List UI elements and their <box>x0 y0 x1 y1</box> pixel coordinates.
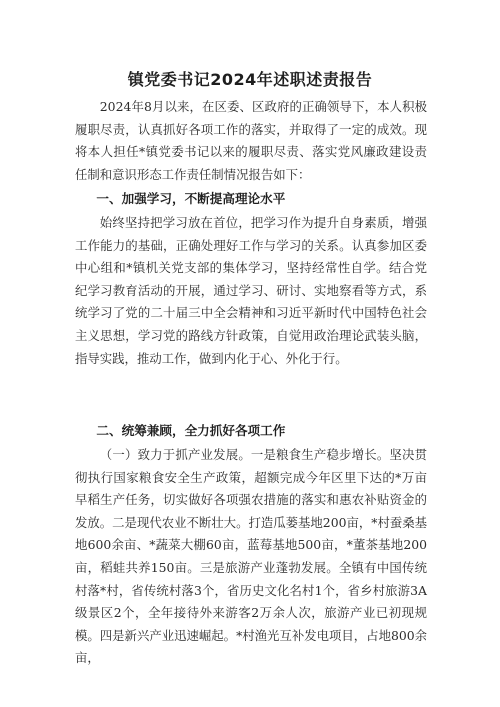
document-title: 镇党委书记2024年述职述责报告 <box>127 70 373 89</box>
section-paragraph-1: 始终坚持把学习放在首位，把学习作为提升自身素质，增强工作能力的基础，正确处理好工作与学习的关系。认真参加区委中心组和*镇机关党支部的集体学习，坚持经常性自学。结合党纪学习教育活动的开展，通过学习、研讨、实地察看等方式，系统学习了党的二十届三中全会精神和习近平新时代中国特色社会主义思想，学习党的路线方针政策，自觉用政治理论武装头脑，指导实践，推动工作，做到内化于心、外化于行。 <box>75 215 427 366</box>
section-heading-2: 二、统筹兼顾，全力抓好各项工作 <box>96 423 286 438</box>
section-paragraph-2: （一）致力于抓产业发展。一是粮食生产稳步增长。坚决贯彻执行国家粮食安全生产政策，超额完成今年区里下达的*万亩早稻生产任务，切实做好各项强农措施的落实和惠农补贴资金的发放。二是现代农业不断壮大。打造瓜蒌基地200亩，*村蚕桑基地600余亩、*蔬菜大棚60亩，蓝莓基地500亩，*董茶基地200亩，稻蛙共养150亩。三是旅游产业蓬勃发展。全镇有中国传统村落*村，省传统村落3个，省历史文化名村1个，省乡村旅游3A级景区2个，全年接待外来游客2万余人次，旅游产业已初现规模。四是新兴产业迅速崛起。*村渔光互补发电项目，占地800余亩， <box>75 447 428 666</box>
intro-paragraph: 2024年8月以来，在区委、区政府的正确领导下，本人积极履职尽责，认真抓好各项工作的落实，并取得了一定的成效。现将本人担任*镇党委书记以来的履职尽责、落实党风廉政建设责任制和意识形态工作责任制情况报告如下： <box>75 99 427 182</box>
section-heading-1: 一、加强学习，不断提高理论水平 <box>96 191 286 206</box>
